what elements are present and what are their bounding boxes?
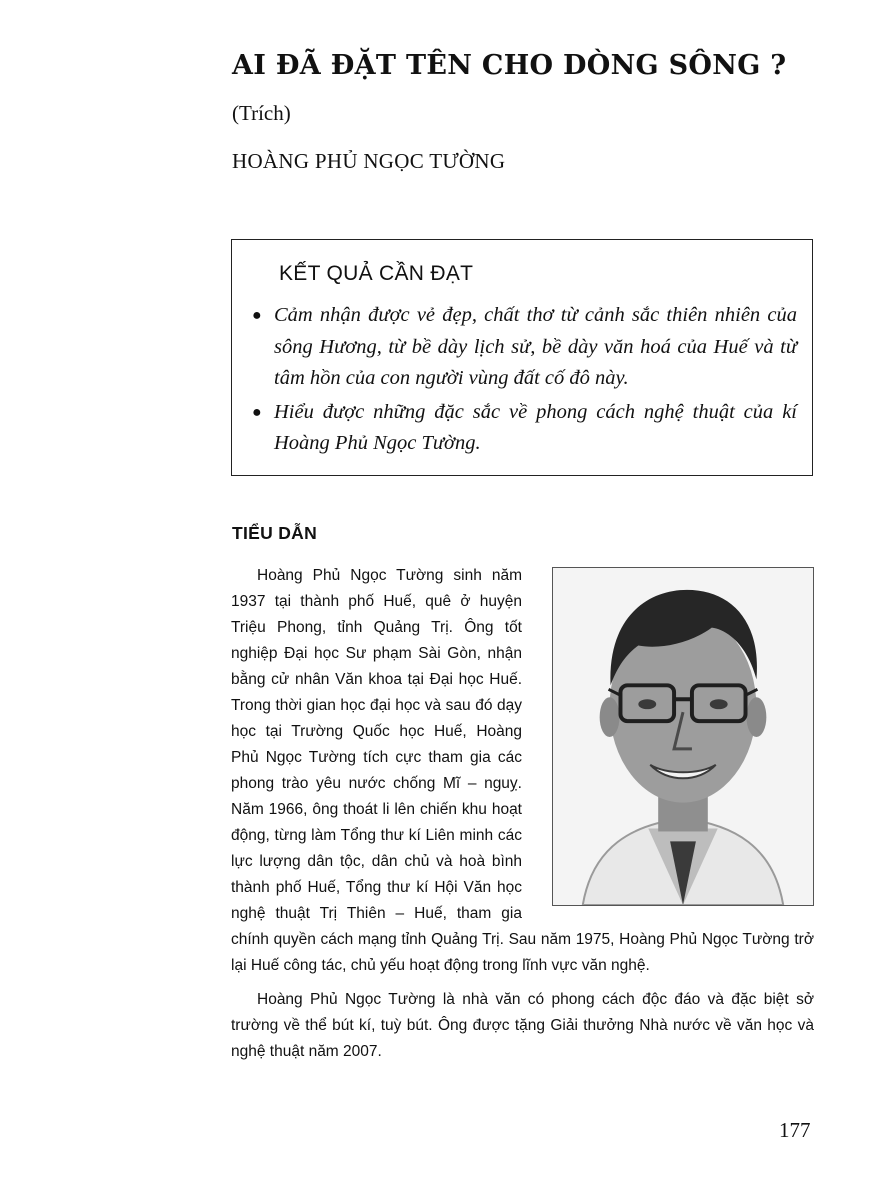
introduction-paragraph: Hoàng Phủ Ngọc Tường sinh năm 1937 tại thành phố Huế, quê ở huyện Triệu Phong, tỉnh Quảng Trị. Ông tốt nghiệp Đại học Sư phạm Sài Gòn, nhận bằng cử nhân Văn khoa tại Đại học Huế. Trong thời gian học đại học và sau đó dạy học tại Trường Quốc học Huế, Hoàng Phủ Ngọc Tường tích cực tham gia các phong trào yêu nước chống Mĩ – nguỵ. Năm 1966, ông thoát li lên chiến khu hoạt động, từng làm Tổng thư kí Liên minh các lực lượng dân tộc, dân chủ và hoà bình thành phố Huế, Tổng thư kí Hội Văn học nghệ thuật Trị Thiên – Huế, tham gia chính quyền cách mạng tỉnh Quảng Trị. Sau năm 1975, Hoàng Phủ Ngọc Tường trở lại Huế công tác, chủ yếu hoạt động trong lĩnh vực văn nghệ. (231, 567, 814, 974)
learning-goals-box (231, 239, 813, 476)
excerpt-note: (Trích) (232, 101, 291, 125)
learning-goal-item (252, 300, 797, 395)
portrait-illustration (553, 568, 813, 905)
learning-goal-text: Hiểu được những đặc sắc về phong cách nghệ thuật của kí Hoàng Phủ Ngọc Tường. (274, 400, 797, 454)
learning-goal-item (252, 397, 797, 460)
learning-goal-text: Cảm nhận được vẻ đẹp, chất thơ từ cảnh sắc thiên nhiên của sông Hương, từ bề dày lịch sử, bề dày văn hoá của Huế và từ tâm hồn của con người vùng đất cố đô này. (274, 304, 797, 389)
introduction-heading: TIỂU DẪN (232, 523, 318, 543)
introduction-body (231, 563, 814, 1065)
bullet-icon: ● (252, 307, 262, 324)
learning-goals-heading: KẾT QUẢ CẦN ĐẠT (279, 262, 474, 285)
author-portrait (552, 567, 814, 906)
introduction-paragraph: Hoàng Phủ Ngọc Tường là nhà văn có phong cách độc đáo và đặc biệt sở trường về thể bút kí, tuỳ bút. Ông được tặng Giải thưởng Nhà nước về văn học và nghệ thuật năm 2007. (231, 991, 814, 1060)
learning-goals-list (252, 300, 797, 462)
lesson-title: AI ĐÃ ĐẶT TÊN CHO DÒNG SÔNG ? (232, 50, 787, 81)
page-number: 177 (779, 1118, 811, 1142)
bullet-icon: ● (252, 403, 262, 421)
author-name: HOÀNG PHỦ NGỌC TƯỜNG (232, 149, 506, 173)
